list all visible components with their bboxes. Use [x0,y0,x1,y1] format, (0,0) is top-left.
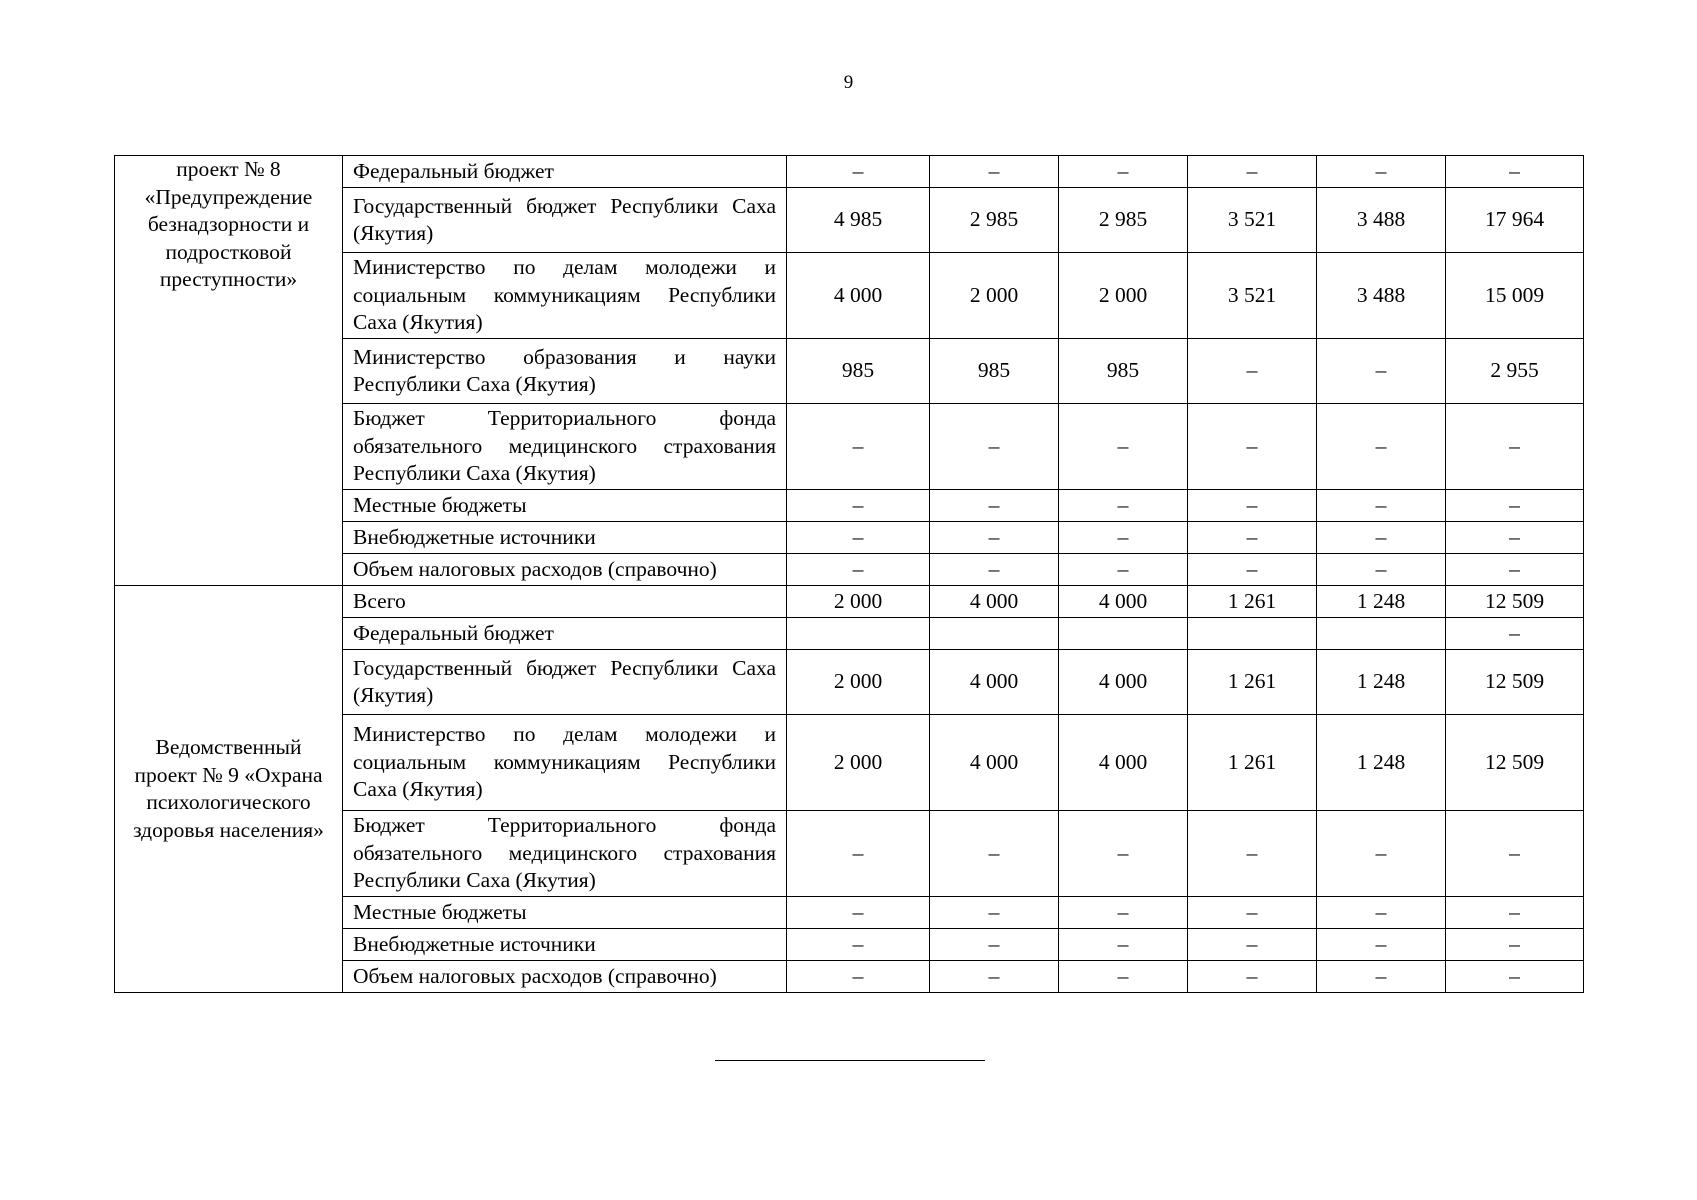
value-cell: – [930,522,1059,554]
value-cell: – [1188,339,1317,404]
value-cell: – [1059,929,1188,961]
value-cell: 3 488 [1317,253,1446,339]
value-cell: 2 000 [930,253,1059,339]
value-cell [787,618,930,650]
value-cell: – [1317,490,1446,522]
value-cell: – [930,961,1059,993]
value-cell: 1 248 [1317,650,1446,715]
value-cell: 2 955 [1446,339,1584,404]
value-cell: – [1317,404,1446,490]
value-cell: 3 521 [1188,188,1317,253]
value-cell: – [787,522,930,554]
value-cell: 12 509 [1446,586,1584,618]
value-cell: 12 509 [1446,650,1584,715]
value-cell: – [787,897,930,929]
value-cell: – [787,811,930,897]
value-cell: 12 509 [1446,715,1584,811]
funding-source: Министерство по делам молодежи и социальным коммуникациям Республики Саха (Якутия) [343,253,787,339]
footer-divider [715,1060,985,1061]
funding-source: Бюджет Территориального фонда обязательного медицинского страхования Республики Саха (Якутия) [343,811,787,897]
value-cell [1317,618,1446,650]
value-cell: 985 [787,339,930,404]
funding-source: Объем налоговых расходов (справочно) [343,961,787,993]
value-cell: – [1317,554,1446,586]
value-cell: – [1188,522,1317,554]
value-cell: 985 [1059,339,1188,404]
value-cell: – [1317,897,1446,929]
value-cell: – [930,929,1059,961]
value-cell: – [787,929,930,961]
value-cell: 2 000 [787,650,930,715]
value-cell: 985 [930,339,1059,404]
value-cell: – [1188,811,1317,897]
value-cell: 3 521 [1188,253,1317,339]
value-cell: 2 985 [930,188,1059,253]
value-cell: – [930,554,1059,586]
value-cell: 1 261 [1188,586,1317,618]
value-cell: – [1446,897,1584,929]
table-row [115,156,1584,188]
value-cell: – [1446,156,1584,188]
value-cell: 4 000 [930,715,1059,811]
table-row [115,586,1584,618]
value-cell: – [1317,156,1446,188]
value-cell: – [1446,490,1584,522]
funding-source: Объем налоговых расходов (справочно) [343,554,787,586]
value-cell: – [787,156,930,188]
value-cell: – [1446,961,1584,993]
value-cell: – [1059,522,1188,554]
value-cell: – [1188,897,1317,929]
budget-table-body [115,156,1584,993]
value-cell: – [1446,618,1584,650]
value-cell: 15 009 [1446,253,1584,339]
value-cell: – [1317,929,1446,961]
funding-source: Государственный бюджет Республики Саха (Якутия) [343,188,787,253]
value-cell: 4 000 [787,253,930,339]
value-cell: 17 964 [1446,188,1584,253]
budget-table [114,155,1584,993]
page-number: 9 [843,72,854,93]
value-cell: 1 261 [1188,650,1317,715]
project-name: Ведомственный проект № 9 «Охрана психологического здоровья населения» [115,586,343,993]
project-name: проект № 8 «Предупреждение безнадзорности и подростковой преступности» [115,156,343,586]
value-cell: – [930,404,1059,490]
funding-source: Всего [343,586,787,618]
funding-source: Государственный бюджет Республики Саха (Якутия) [343,650,787,715]
funding-source: Внебюджетные источники [343,522,787,554]
value-cell [1059,618,1188,650]
value-cell: 4 000 [930,586,1059,618]
value-cell: – [1317,339,1446,404]
value-cell: – [787,490,930,522]
value-cell: – [787,404,930,490]
value-cell: 1 248 [1317,586,1446,618]
value-cell: 2 000 [1059,253,1188,339]
value-cell: – [1059,811,1188,897]
value-cell: 4 000 [1059,715,1188,811]
value-cell: – [1188,156,1317,188]
value-cell: 2 985 [1059,188,1188,253]
funding-source: Местные бюджеты [343,897,787,929]
funding-source: Бюджет Территориального фонда обязательного медицинского страхования Республики Саха (Якутия) [343,404,787,490]
funding-source: Министерство образования и науки Республики Саха (Якутия) [343,339,787,404]
value-cell: 2 000 [787,586,930,618]
value-cell: – [930,811,1059,897]
value-cell: – [787,961,930,993]
value-cell: – [1188,929,1317,961]
funding-source: Министерство по делам молодежи и социальным коммуникациям Республики Саха (Якутия) [343,715,787,811]
value-cell: – [1059,961,1188,993]
value-cell: – [1188,404,1317,490]
value-cell: – [1188,490,1317,522]
value-cell: – [1446,811,1584,897]
value-cell: – [1446,929,1584,961]
value-cell: – [1188,554,1317,586]
value-cell: – [1059,490,1188,522]
value-cell: – [1446,554,1584,586]
value-cell: – [1446,522,1584,554]
value-cell: – [787,554,930,586]
value-cell: 3 488 [1317,188,1446,253]
value-cell: – [1188,961,1317,993]
value-cell: – [930,156,1059,188]
value-cell: 4 000 [1059,586,1188,618]
value-cell: – [1317,961,1446,993]
funding-source: Внебюджетные источники [343,929,787,961]
value-cell: – [930,897,1059,929]
value-cell: 4 985 [787,188,930,253]
value-cell: 2 000 [787,715,930,811]
value-cell: – [1059,156,1188,188]
value-cell: 1 261 [1188,715,1317,811]
value-cell: – [1317,522,1446,554]
value-cell: – [1059,404,1188,490]
funding-source: Федеральный бюджет [343,618,787,650]
value-cell: 4 000 [930,650,1059,715]
value-cell: – [1059,554,1188,586]
funding-source: Федеральный бюджет [343,156,787,188]
value-cell [1188,618,1317,650]
value-cell [930,618,1059,650]
value-cell: – [1446,404,1584,490]
value-cell: – [930,490,1059,522]
funding-source: Местные бюджеты [343,490,787,522]
value-cell: – [1059,897,1188,929]
value-cell: – [1317,811,1446,897]
value-cell: 4 000 [1059,650,1188,715]
value-cell: 1 248 [1317,715,1446,811]
